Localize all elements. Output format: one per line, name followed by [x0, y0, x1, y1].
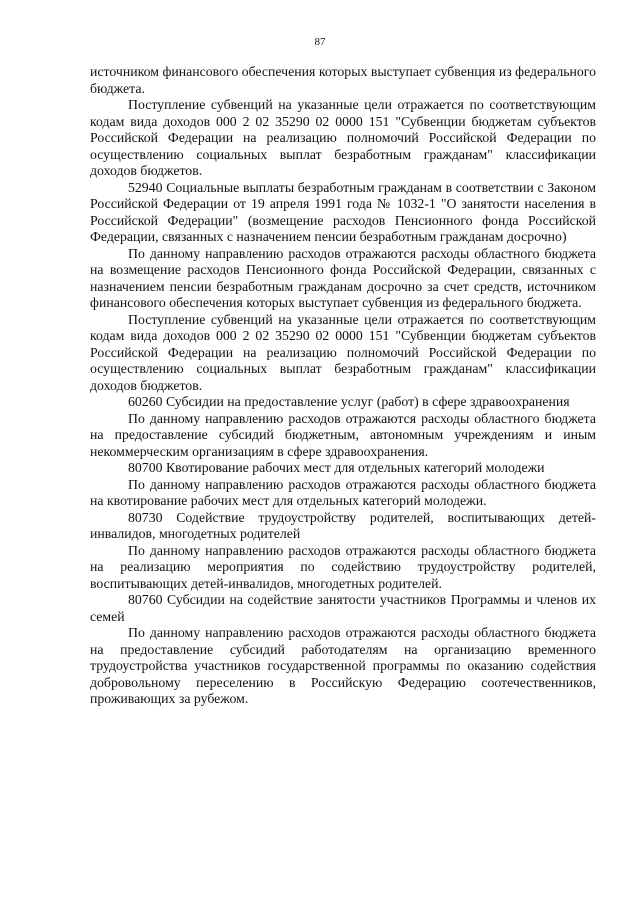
paragraph: 52940 Социальные выплаты безработным гражданам в соответствии с Законом Российской Федерации от 19 апреля 1991 года № 1032-1 "О занятости населения в Российской Федерации" (возмещение расходов Пенсионного фонда Российской Федерации, связанных с назначением пенсии безработным гражданам досрочно) — [90, 179, 596, 244]
paragraph: 60260 Субсидии на предоставление услуг (работ) в сфере здравоохранения — [128, 394, 570, 409]
paragraph: По данному направлению расходов отражаются расходы областного бюджета на возмещение расходов Пенсионного фонда Российской Федерации, связанных с назначением пенсии безработным гражданам досрочно за счет средств, источником финансового обеспечения которых выступает субвенция из федерального бюджета. — [90, 245, 596, 310]
paragraph: По данному направлению расходов отражаются расходы областного бюджета на квотирование рабочих мест для отдельных категорий молодежи. — [90, 476, 596, 508]
paragraph: Поступление субвенций на указанные цели отражается по соответствующим кодам вида доходов 000 2 02 35290 02 0000 151 "Субвенции бюджетам субъектов Российской Федерации на реализацию полномочий Российской Федерации по осуществлению социальных выплат безработным гражданам" классификации доходов бюджетов. — [90, 97, 596, 178]
paragraph: 80700 Квотирование рабочих мест для отдельных категорий молодежи — [128, 460, 545, 475]
paragraph: источником финансового обеспечения которых выступает субвенция из федерального бюджета. — [90, 64, 596, 96]
paragraph: 80730 Содействие трудоустройству родителей, воспитывающих детей-инвалидов, многодетных родителей — [90, 509, 596, 541]
paragraph: Поступление субвенций на указанные цели отражается по соответствующим кодам вида доходов 000 2 02 35290 02 0000 151 "Субвенции бюджетам субъектов Российской Федерации на реализацию полномочий Российской Федерации по осуществлению социальных выплат безработным гражданам" классификации доходов бюджетов. — [90, 311, 596, 393]
paragraph: 80760 Субсидии на содействие занятости участников Программы и членов их семей — [90, 592, 596, 624]
paragraph: По данному направлению расходов отражаются расходы областного бюджета на реализацию мероприятия по содействию трудоустройству родителей, воспитывающих детей-инвалидов, многодетных родителей. — [90, 542, 596, 591]
page-number: 87 — [314, 36, 326, 48]
body-text — [90, 64, 596, 708]
paragraph: По данному направлению расходов отражаются расходы областного бюджета на предоставление субсидий работодателям на организацию временного трудоустройства участников государственной программы по оказанию содействия добровольному переселению в Российскую Федерацию соотечественников, проживающих за рубежом. — [90, 625, 596, 706]
paragraph: По данному направлению расходов отражаются расходы областного бюджета на предоставление субсидий бюджетным, автономным учреждениям и иным некоммерческим организациям в сфере здравоохранения. — [90, 410, 596, 459]
